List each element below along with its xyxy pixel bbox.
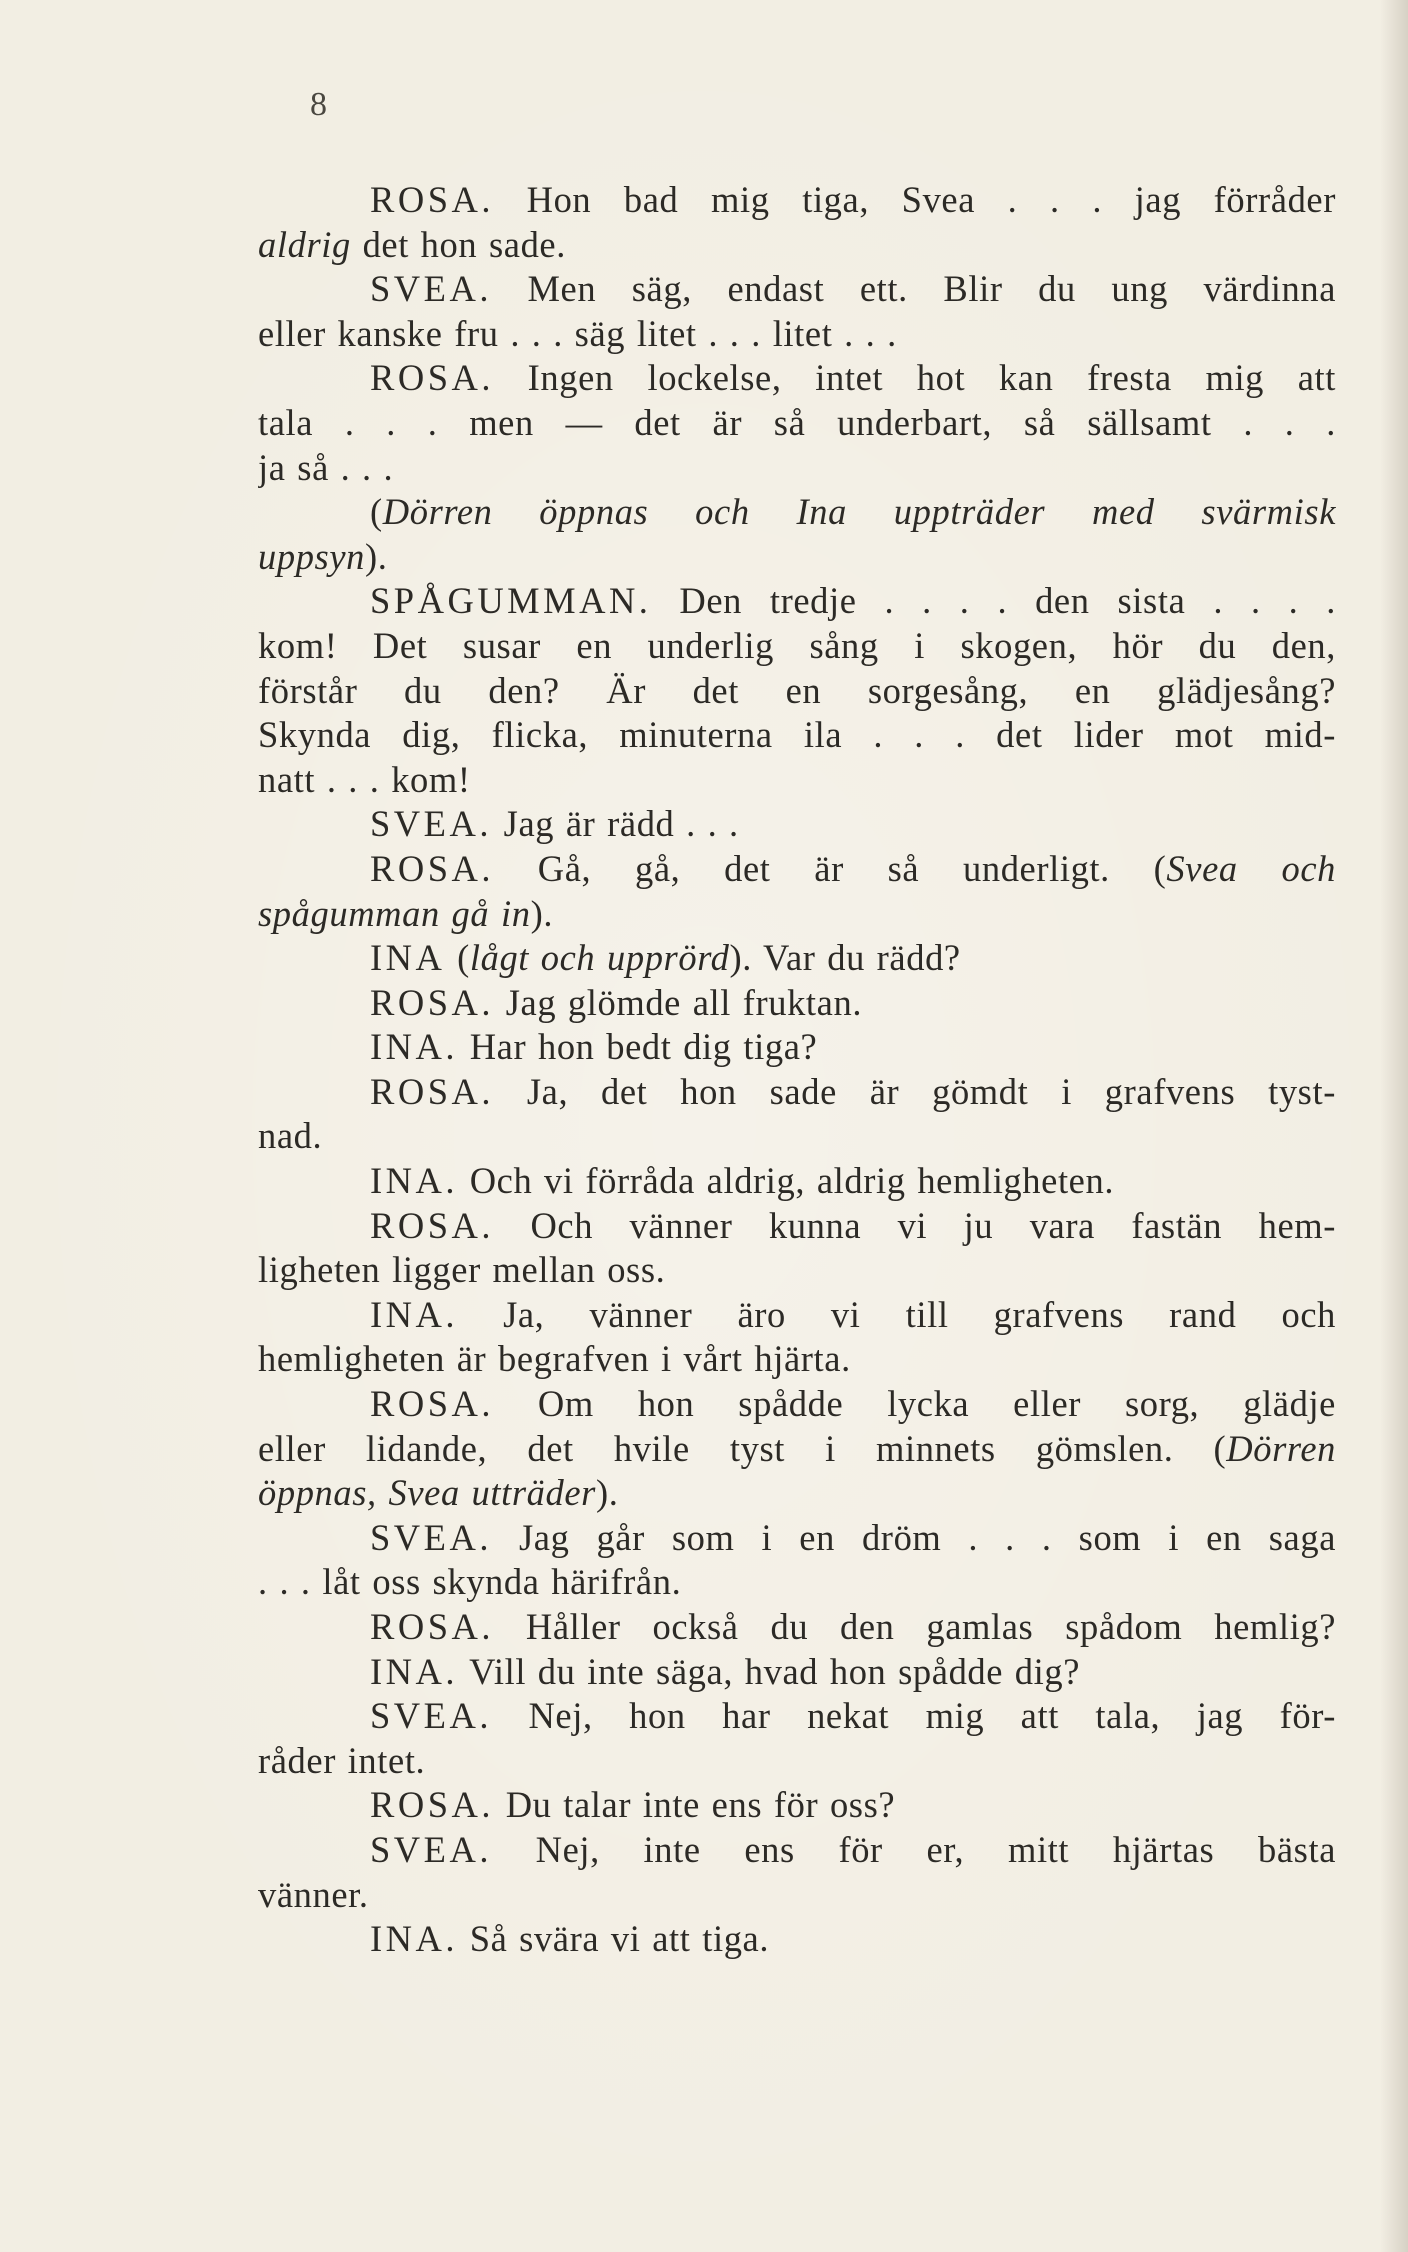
- speaker-name: ROSA.: [370, 1204, 494, 1246]
- text-line: [258, 847, 1336, 892]
- dialogue-text: Så svära vi att tiga.: [458, 1918, 770, 1960]
- text-line: [258, 669, 1336, 714]
- text-line: [258, 1873, 1336, 1918]
- speaker-name: INA.: [370, 1026, 458, 1068]
- speaker-name: INA.: [370, 1650, 458, 1692]
- dialogue-text: Ja, vänner äro vi till grafvens rand och: [458, 1293, 1336, 1335]
- dialogue-text: nad.: [258, 1115, 323, 1157]
- dialogue-text: Den tredje . . . . den sista . . . .: [651, 580, 1336, 622]
- dialogue-text: hemligheten är begrafven i vårt hjärta.: [258, 1338, 851, 1380]
- speaker-name: INA.: [370, 1160, 458, 1202]
- dialogue-text: Jag går som i en dröm . . . som i en saga: [491, 1516, 1336, 1558]
- dialogue-text: ).: [530, 892, 554, 934]
- dialogue-text: Ingen lockelse, intet hot kan fresta mig att: [494, 357, 1336, 399]
- text-line: [258, 936, 1336, 981]
- dialogue-text: (: [370, 491, 383, 533]
- dialogue-text: (: [445, 937, 470, 979]
- dialogue-text: råder intet.: [258, 1739, 426, 1781]
- dialogue-text: . . . låt oss skynda härifrån.: [258, 1561, 682, 1603]
- text-line: [258, 713, 1336, 758]
- text-line: [258, 758, 1336, 803]
- speaker-name: SVEA.: [370, 1695, 492, 1737]
- dialogue-text: Skynda dig, flicka, minuterna ila . . . det lider mot mid-: [258, 714, 1336, 756]
- speaker-name: SPÅGUMMAN.: [370, 580, 652, 622]
- text-line: [258, 802, 1336, 847]
- speaker-name: INA.: [370, 1293, 458, 1335]
- dialogue-text: eller kanske fru . . . säg litet . . . litet . . .: [258, 312, 897, 354]
- stage-direction: Dörren: [1226, 1427, 1336, 1469]
- dialogue-text: tala . . . men — det är så underbart, så sällsamt . . .: [258, 401, 1336, 443]
- dialogue-text: Om hon spådde lycka eller sorg, glädje: [494, 1383, 1336, 1425]
- dialogue-text: Och vänner kunna vi ju vara fastän hem-: [494, 1204, 1336, 1246]
- speaker-name: ROSA.: [370, 1784, 494, 1826]
- text-line: [258, 446, 1336, 491]
- text-line: [258, 223, 1336, 268]
- dialogue-text: ).: [595, 1472, 619, 1514]
- text-line: [258, 1248, 1336, 1293]
- stage-direction: lågt och upprörd: [469, 937, 730, 979]
- stage-direction: Svea och: [1166, 847, 1336, 889]
- stage-direction-line: [258, 892, 1336, 937]
- stage-direction: öppnas, Svea utträder: [258, 1472, 596, 1514]
- dialogue-text: Hon bad mig tiga, Svea . . . jag förråder: [494, 179, 1336, 220]
- speaker-name: ROSA.: [370, 981, 494, 1023]
- text-line: [258, 1783, 1336, 1828]
- text-line: [258, 1560, 1336, 1605]
- dialogue-text: förstår du den? Är det en sorgesång, en glädjesång?: [258, 669, 1336, 711]
- dialogue-text: det hon sade.: [350, 223, 566, 265]
- text-line: [258, 1650, 1336, 1695]
- text-line: [258, 981, 1336, 1026]
- stage-direction: aldrig: [258, 223, 351, 265]
- text-line: [258, 624, 1336, 669]
- dialogue-text: Men säg, endast ett. Blir du ung värdinna: [491, 268, 1336, 310]
- speaker-name: SVEA.: [370, 803, 492, 845]
- dialogue-text: Ja, det hon sade är gömdt i grafvens tyst-: [494, 1070, 1336, 1112]
- dialogue-text: ja så . . .: [258, 446, 394, 488]
- dialogue-text: kom! Det susar en underlig sång i skogen, hör du den,: [258, 624, 1336, 666]
- text-line: [258, 1427, 1336, 1472]
- text-line: [258, 1516, 1336, 1561]
- dialogue-text: ). Var du rädd?: [729, 937, 961, 979]
- text-line: [258, 1025, 1336, 1070]
- dialogue-text: Jag glömde all fruktan.: [494, 981, 863, 1023]
- text-line: [258, 178, 1336, 223]
- text-line: [258, 1739, 1336, 1784]
- text-line: [258, 1293, 1336, 1338]
- stage-direction: uppsyn: [258, 535, 366, 577]
- stage-direction-line: [258, 1471, 1336, 1516]
- speaker-name: SVEA.: [370, 1828, 492, 1870]
- dialogue-text: Har hon bedt dig tiga?: [458, 1026, 818, 1068]
- speaker-name: SVEA.: [370, 1516, 492, 1558]
- text-line: [258, 267, 1336, 312]
- dialogue-text: Nej, hon har nekat mig att tala, jag för-: [491, 1695, 1336, 1737]
- text-line: [258, 1159, 1336, 1204]
- stage-direction-line: [258, 535, 1336, 580]
- dialogue-text: Och vi förråda aldrig, aldrig hemligheten.: [458, 1160, 1115, 1202]
- stage-direction: Dörren öppnas och Ina uppträder med svärmisk: [382, 491, 1336, 533]
- dialogue-text: natt . . . kom!: [258, 758, 471, 800]
- text-line: [258, 1114, 1336, 1159]
- speaker-name: ROSA.: [370, 1606, 494, 1647]
- speaker-name: ROSA.: [370, 1383, 494, 1425]
- dialogue-text: ligheten ligger mellan oss.: [258, 1249, 666, 1291]
- dialogue-text: Håller också du den gamlas spådom hemlig?: [494, 1606, 1336, 1647]
- speaker-name: INA: [370, 937, 446, 979]
- text-line: [258, 312, 1336, 357]
- stage-direction-line: [258, 490, 1336, 535]
- page-number: 8: [310, 86, 327, 123]
- speaker-name: ROSA.: [370, 847, 494, 889]
- stage-direction: spågumman gå in: [258, 892, 531, 934]
- text-line: [258, 1382, 1336, 1427]
- speaker-name: SVEA.: [370, 268, 492, 310]
- speaker-name: ROSA.: [370, 1070, 494, 1112]
- text-line: [258, 579, 1336, 624]
- speaker-name: INA.: [370, 1918, 458, 1960]
- text-line: [258, 1828, 1336, 1873]
- dialogue-text: Vill du inte säga, hvad hon spådde dig?: [458, 1650, 1081, 1692]
- dialogue-text: eller lidande, det hvile tyst i minnets gömslen. (: [258, 1427, 1227, 1469]
- text-line: [258, 1917, 1336, 1962]
- text-line: [258, 401, 1336, 446]
- text-line: [258, 1694, 1336, 1739]
- play-text: [258, 178, 1336, 1962]
- text-line: [258, 1605, 1336, 1650]
- dialogue-text: Gå, gå, det är så underligt. (: [494, 847, 1167, 889]
- text-line: [258, 1070, 1336, 1115]
- text-line: [258, 1204, 1336, 1249]
- dialogue-text: vänner.: [258, 1873, 369, 1915]
- text-line: [258, 356, 1336, 401]
- page-edge-shadow: [1380, 0, 1408, 2252]
- speaker-name: ROSA.: [370, 179, 494, 220]
- dialogue-text: Jag är rädd . . .: [491, 803, 739, 845]
- dialogue-text: Du talar inte ens för oss?: [494, 1784, 896, 1826]
- speaker-name: ROSA.: [370, 357, 494, 399]
- text-line: [258, 1337, 1336, 1382]
- dialogue-text: ).: [365, 535, 388, 577]
- dialogue-text: Nej, inte ens för er, mitt hjärtas bästa: [491, 1828, 1336, 1870]
